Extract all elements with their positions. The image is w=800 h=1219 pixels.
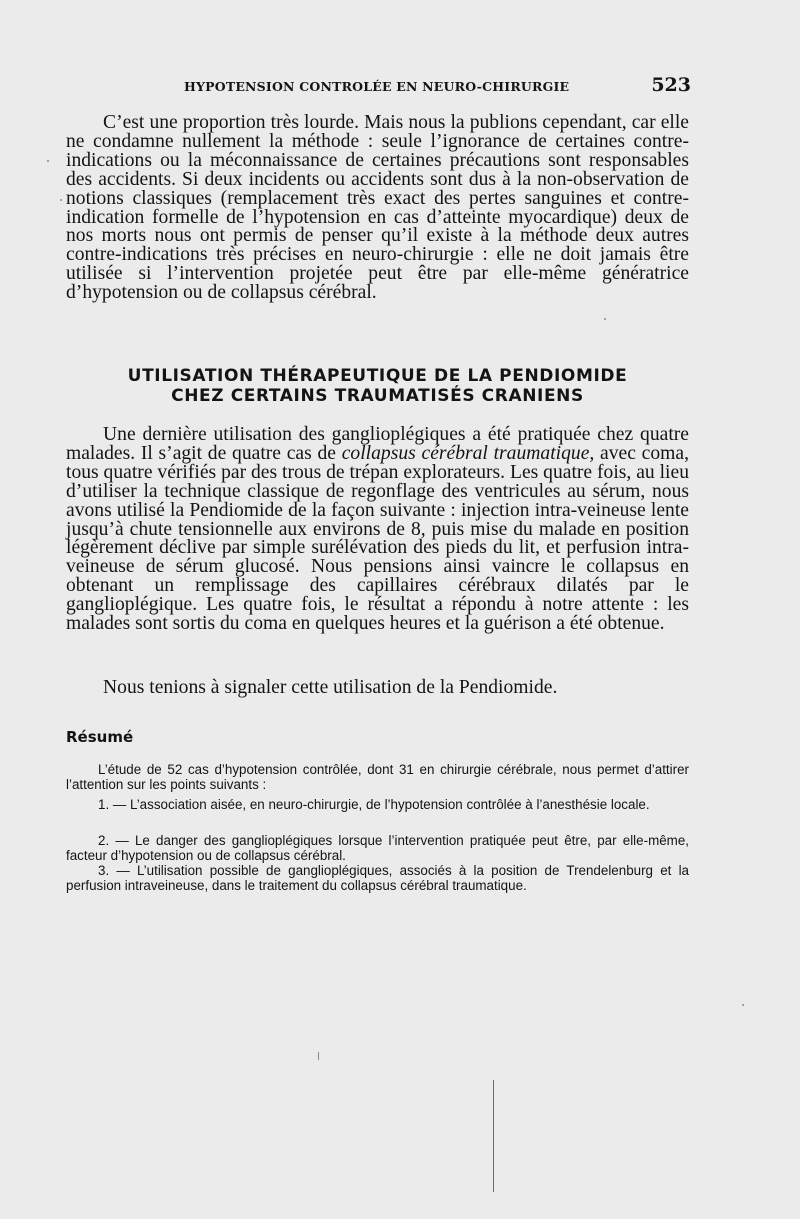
page-number: 523	[651, 74, 691, 96]
section-heading-line-2: CHEZ CERTAINS TRAUMATISÉS CRANIENS	[171, 386, 584, 406]
paragraph-text-end: avec coma, tous quatre vérifiés par des trous de trépan explorateurs. Les quatre fois, au lieu d’utiliser la technique classique de regonflage des ventricules au sérum, nous avons utilisé la Pendiomide de la façon suivante : injection intra-veineuse lente jusqu’à chute tensionnelle aux environs de 8, puis mise du malade en position légèrement déclive par simple surélévation des pieds du lit, et perfusion intra-veineuse de sérum glucosé. Nous pensions ainsi vaincre le collapsus en obtenant un remplissage des capillaires cérébraux dilatés par le ganglioplégique. Les quatre fois, le résultat a répondu à notre attente : les malades sont sortis du coma en quelques heures et la guérison a été obtenue.	[66, 442, 689, 635]
section-heading-line-1: UTILISATION THÉRAPEUTIQUE DE LA PENDIOMIDE	[127, 366, 628, 386]
summary-intro: L’étude de 52 cas d’hypotension contrôlée, dont 31 en chirurgie cérébrale, nous permet d’attirer l’attention sur les points suivants :	[66, 762, 689, 793]
summary-item-1: 1. — L’association aisée, en neuro-chirurgie, de l’hypotension contrôlée à l’anesthésie locale.	[98, 797, 650, 812]
ink-speck	[60, 199, 62, 201]
section-heading	[66, 366, 689, 406]
summary-item-3: 3. — L’utilisation possible de ganglioplégiques, associés à la position de Trendelenburg et la perfusion intraveineuse, dans le traitement du collapsus cérébral traumatique.	[66, 863, 689, 894]
paragraph-pendiomide-use	[66, 426, 689, 634]
paragraph-closing: Nous tenions à signaler cette utilisation de la Pendiomide.	[103, 677, 558, 698]
running-title: HYPOTENSION CONTROLÉE EN NEURO-CHIRURGIE	[184, 79, 570, 94]
ink-speck	[742, 1004, 744, 1006]
summary-heading: Résumé	[66, 728, 134, 746]
summary-item-2: 2. — Le danger des ganglioplégiques lorsque l’intervention pratiquée peut être, par elle-même, facteur d’hypotension ou de collapsus cérébral.	[66, 833, 689, 864]
paragraph-text-start: Une dernière utilisation des ganglioplégiques a été pratiquée chez quatre malades. Il s’agit de quatre cas de	[66, 424, 689, 464]
ink-speck	[318, 1052, 319, 1060]
ink-speck	[47, 160, 49, 162]
running-head	[66, 74, 691, 100]
margin-rule	[493, 1080, 494, 1192]
ink-speck	[604, 318, 606, 320]
italic-term: collapsus cérébral traumatique,	[341, 442, 595, 464]
paragraph-proportion: C’est une proportion très lourde. Mais nous la publions cependant, car elle ne condamne nullement la méthode : seule l’ignorance de certaines contre-indications ou la méconnaissance de certaines précautions sont responsables des accidents. Si deux incidents ou accidents sont dus à la non-observation de notions classiques (remplacement très exact des pertes sanguines et contre-indication formelle de l’hypotension en cas d’atteinte myocardique) deux de nos morts nous ont permis de penser qu’il existe à la méthode deux autres contre-indications très précises en neuro-chirurgie : elle ne doit jamais être utilisée si l’intervention projetée peut être par elle-même génératrice d’hypotension ou de collapsus cérébral.	[66, 112, 689, 304]
